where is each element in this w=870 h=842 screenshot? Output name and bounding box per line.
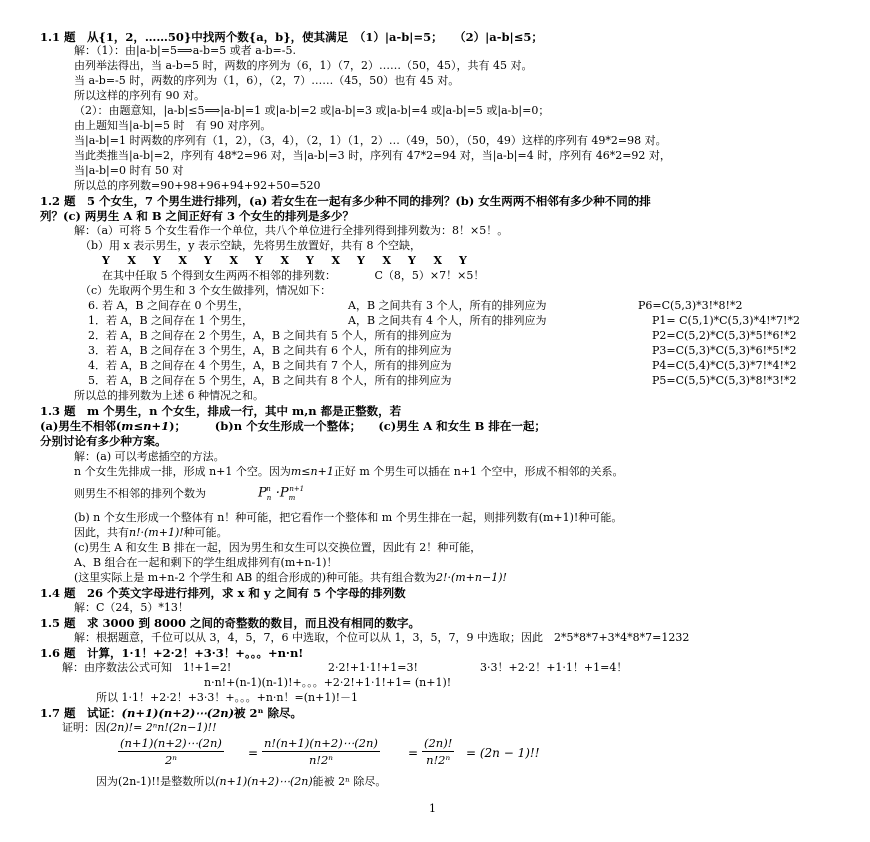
- case-formula: P6=C(5,3)*3!*8!*2: [638, 299, 743, 312]
- sequence-letter: Y: [204, 254, 212, 267]
- case-condition: 1．若 A，B 之间存在 1 个男生，: [88, 314, 254, 327]
- sequence-letter: X: [229, 254, 239, 267]
- superscript: n: [266, 485, 271, 493]
- permutation-formula: [258, 482, 310, 505]
- sequence-letter: Y: [255, 254, 263, 267]
- page-number: 1: [429, 802, 436, 815]
- sequence-letter: X: [280, 254, 290, 267]
- text-line: 当此类推当|a-b|=2，序列有 48*2=96 对，当|a-b|=3 时，序列有 47*2=94 对，当|a-b|=4 时，序列有 46*2=92 对，: [74, 149, 671, 162]
- fraction-bar: [118, 751, 224, 752]
- text-part: 被 2ⁿ 除尽。: [234, 706, 303, 720]
- text-line: 则男生不相邻的排列个数为: [74, 487, 206, 500]
- text-line: A、B 组合在一起和剩下的学生组成排列有(m+n-1)！: [74, 556, 338, 569]
- fraction-bar: [262, 751, 380, 752]
- dot: ·: [275, 485, 280, 501]
- text-line: 所以 1·1！+2·2！+3·3！+。。。+n·n！=(n+1)!－1: [96, 691, 359, 704]
- problem-1-6-title: 1.6 题 计算，1·1！+2·2！+3·3！+。。。+n·n!: [40, 646, 304, 660]
- text-line: 解：根据题意，千位可以从 3，4，5，7，6 中选取，个位可以从 1，3，5，7，9 中选取；因此 2*5*8*7+3*4*8*7=1232: [74, 631, 690, 644]
- text-line: （2）：由题意知，|a-b|≤5⟹|a-b|=1 或|a-b|=2 或|a-b|=3 或|a-b|=4 或|a-b|=5 或|a-b|=0；: [74, 104, 550, 117]
- case-description: A，B 之间共有 4 个人，所有的排列应为: [348, 314, 547, 327]
- text-line: 解：（1）：由|a-b|=5⟹a-b=5 或者 a-b=-5.: [74, 44, 296, 57]
- text-part: (这里实际上是 m+n-2 个学生和 AB 的组合形成的)种可能。共有组合数为: [74, 571, 437, 584]
- result: = (2n − 1)!!: [466, 746, 540, 760]
- text-part: 证明：因: [62, 721, 106, 734]
- case-formula: P4=C(5,4)*C(5,3)*7!*4!*2: [652, 359, 797, 372]
- text-part: 因为(2n-1)!!是整数所以: [96, 775, 216, 788]
- p-symbol: P: [258, 485, 267, 501]
- subscript: m: [288, 493, 296, 502]
- text-part: 1.7 题 试证：: [40, 706, 122, 720]
- text-line: 解：由序数法公式可知 1!+1=2!: [62, 661, 232, 674]
- sequence-letter: X: [331, 254, 341, 267]
- math-inline: (n+1)(n+2)⋯(2n): [121, 706, 235, 720]
- problem-1-4-title: 1.4 题 26 个英文字母进行排列，求 x 和 y 之间有 5 个字母的排列数: [40, 586, 406, 600]
- fraction-1: [118, 736, 224, 767]
- p-symbol: P: [279, 485, 289, 501]
- text-line: [74, 465, 624, 479]
- case-formula: P3=C(5,3)*C(5,3)*6!*5!*2: [652, 344, 797, 357]
- denominator: 2ⁿ: [164, 753, 177, 767]
- case-condition: 6. 若 A，B 之间存在 0 个男生，: [88, 299, 250, 312]
- fraction-2: [262, 736, 380, 767]
- math-inline: 2!·(m+n−1)!: [436, 571, 507, 584]
- text-line: 当 a-b=-5 时，两数的序列为（1，6），（2，7）……（45，50）也有 45 对。: [74, 74, 460, 87]
- math-inline: (2n)!= 2ⁿn!(2n−1)!!: [106, 721, 217, 734]
- case-condition: 3．若 A，B 之间存在 3 个男生，A，B 之间共有 6 个人，所有的排列应为: [88, 344, 452, 357]
- text-line: 2·2!+1·1!+1=3!: [328, 661, 418, 674]
- fraction-bar: [422, 751, 454, 752]
- numerator: (2n)!: [424, 736, 453, 750]
- sequence-letter: X: [433, 254, 443, 267]
- text-line: (b) n 个女生形成一个整体有 n！种可能，把它看作一个整体和 m 个男生排在一起，则排列数有(m+1)!种可能。: [74, 511, 623, 524]
- sequence-letter: Y: [408, 254, 416, 267]
- text-line: （c）先取两个男生和 3 个女生做排列，情况如下：: [80, 284, 332, 297]
- subscript: n: [266, 493, 272, 502]
- text-line: [62, 721, 216, 735]
- sequence-letter: Y: [306, 254, 314, 267]
- case-condition: 5．若 A，B 之间存在 5 个男生，A，B 之间共有 8 个人，所有的排列应为: [88, 374, 452, 387]
- text-part: n 个女生先排成一排，形成 n+1 个空。因为: [74, 465, 291, 478]
- cond-a-math: m≤n+1: [121, 419, 170, 433]
- problem-1-2-title-cont: 列？(c) 两男生 A 和 B 之间正好有 3 个女生的排列是多少？: [40, 209, 355, 223]
- case-condition: 2．若 A，B 之间存在 2 个男生，A，B 之间共有 5 个人，所有的排列应为: [88, 329, 452, 342]
- sequence-letter: X: [178, 254, 188, 267]
- equals-sign: =: [408, 746, 419, 760]
- text-line: 解：C（24，5）*13！: [74, 601, 189, 614]
- sequence-letter: Y: [102, 254, 110, 267]
- case-description: A，B 之间共有 3 个人，所有的排列应为: [348, 299, 547, 312]
- problem-1-3-prompt: 分别讨论有多少种方案。: [40, 434, 167, 448]
- problem-1-2-title: 1.2 题 5 个女生，7 个男生进行排列，(a) 若女生在一起有多少种不同的排列？(b) 女生两两不相邻有多少种不同的排: [40, 194, 651, 208]
- text-line: 由列举法得出，当 a-b=5 时，两数的序列为（6，1）（7，2）……（50，45），共有 45 对。: [74, 59, 533, 72]
- case-formula: P1= C(5,1)*C(5,3)*4!*7!*2: [652, 314, 800, 327]
- text-part: 能被 2ⁿ 除尽。: [312, 775, 387, 788]
- yx-sequence: [102, 254, 485, 267]
- math-inline: n!·(m+1)!: [129, 526, 184, 539]
- text-line: 3·3！+2·2！+1·1！+1=4！: [480, 661, 628, 674]
- text-part: 种可能。: [183, 526, 228, 539]
- text-line: [74, 571, 507, 585]
- text-line: [74, 526, 228, 540]
- text-line: 当|a-b|=0 时有 50 对: [74, 164, 184, 177]
- text-line: 所以总的序列数=90+98+96+94+92+50=520: [74, 179, 321, 192]
- text-line: （b）用 x 表示男生，y 表示空缺，先将男生放置好，共有 8 个空缺，: [80, 239, 421, 252]
- case-condition: 4．若 A，B 之间存在 4 个男生，A，B 之间共有 7 个人，所有的排列应为: [88, 359, 452, 372]
- text-line: 解：（a）可将 5 个女生看作一个单位，共八个单位进行全排列得到排列数为：8！×5！。: [74, 224, 509, 237]
- denominator: n!2ⁿ: [308, 753, 333, 767]
- numerator: (n+1)(n+2)⋯(2n): [120, 736, 222, 750]
- numerator: n!(n+1)(n+2)⋯(2n): [264, 736, 378, 750]
- case-formula: P2=C(5,2)*C(5,3)*5!*6!*2: [652, 329, 797, 342]
- fraction-3: [422, 736, 454, 767]
- math-inline: (n+1)(n+2)⋯(2n): [215, 775, 313, 788]
- sequence-letter: Y: [459, 254, 467, 267]
- denominator: n!2ⁿ: [426, 753, 451, 767]
- problem-1-3-conditions: [40, 419, 546, 433]
- problem-1-7-title: [40, 706, 302, 720]
- text-line: 当|a-b|=1 时两数的序列有（1，2），（3，4），（2，1）（1，2）…（49，50），（50，49）这样的序列有 49*2=98 对。: [74, 134, 667, 147]
- sequence-letter: X: [382, 254, 392, 267]
- text-line: 在其中任取 5 个得到女生两两不相邻的排列数： C（8，5）×7！×5！: [102, 269, 485, 282]
- superscript: n+1: [289, 485, 305, 493]
- text-line: 由上题知当|a-b|=5 时 有 90 对序列。: [74, 119, 272, 132]
- text-line: (c)男生 A 和女生 B 排在一起，因为男生和女生可以交换位置，因此有 2！种可能，: [74, 541, 482, 554]
- text-line: 所以总的排列数为上述 6 种情况之和。: [74, 389, 264, 402]
- inequality: m≤n+1: [290, 465, 334, 478]
- sequence-letter: Y: [153, 254, 161, 267]
- cond-a-label: (a)男生不相邻(: [40, 419, 122, 433]
- case-formula: P5=C(5,5)*C(5,3)*8!*3!*2: [652, 374, 797, 387]
- sequence-letter: Y: [357, 254, 365, 267]
- sequence-letter: X: [127, 254, 137, 267]
- equals-sign: =: [248, 746, 259, 760]
- text-line: 解：(a) 可以考虑插空的方法。: [74, 450, 225, 463]
- text-line: n·n!+(n-1)(n-1)!+。。。+2·2!+1·1!+1= (n+1)!: [204, 676, 452, 689]
- problem-1-3-title: 1.3 题 m 个男生，n 个女生，排成一行，其中 m,n 都是正整数，若: [40, 404, 402, 418]
- text-line: 所以这样的序列有 90 对。: [74, 89, 205, 102]
- cond-bc-label: )； (b)n 个女生形成一个整体； (c)男生 A 和女生 B 排在一起；: [169, 419, 546, 433]
- text-line: [96, 775, 386, 789]
- problem-1-5-title: 1.5 题 求 3000 到 8000 之间的奇整数的数目，而且没有相同的数字。: [40, 616, 421, 630]
- text-part: 因此，共有: [74, 526, 129, 539]
- text-part: 正好 m 个男生可以插在 n+1 个空中，形成不相邻的关系。: [333, 465, 624, 478]
- problem-1-1-title: 1.1 题 从{1，2，……50}中找两个数{a，b}，使其满足 （1）|a-b|=5； （2）|a-b|≤5；: [40, 30, 543, 44]
